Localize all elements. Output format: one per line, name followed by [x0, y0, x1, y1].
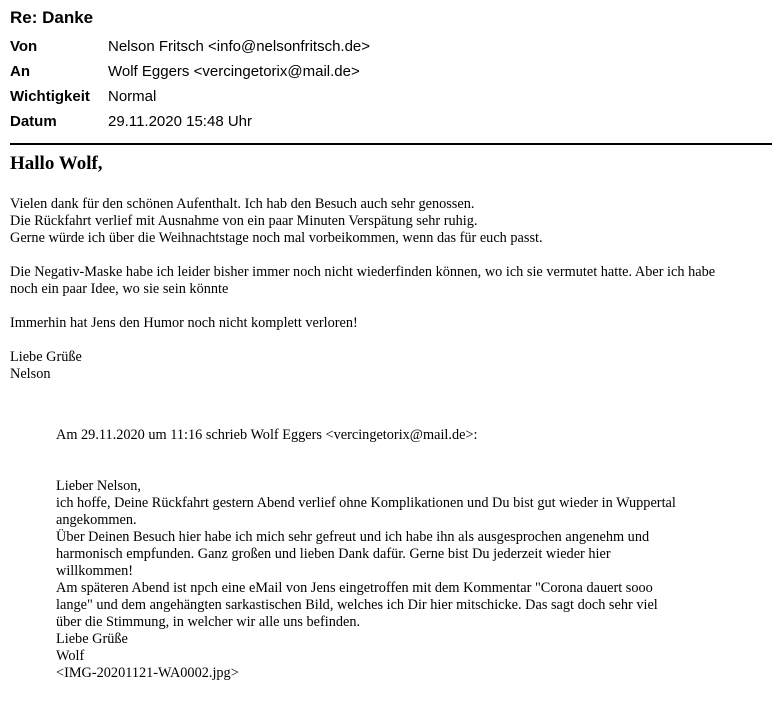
- meta-row-date: [10, 113, 370, 138]
- quoted-message: [56, 427, 716, 682]
- meta-value-priority: Normal: [108, 88, 157, 105]
- meta-label-from: Von: [10, 38, 38, 55]
- quote-body: [56, 478, 716, 682]
- email-meta-table: [10, 38, 370, 138]
- quote-attribution: Am 29.11.2020 um 11:16 schrieb Wolf Eggers <vercingetorix@mail.de>:: [56, 427, 478, 443]
- closing-line: Liebe Grüße: [10, 349, 82, 365]
- meta-row-priority: [10, 88, 370, 113]
- closing-signature: Nelson: [10, 366, 51, 382]
- quote-line: ich hoffe, Deine Rückfahrt gestern Abend verlief ohne Komplikationen und Du bist gut wieder in Wuppertal: [56, 495, 676, 511]
- message-paragraph-2: [10, 264, 775, 298]
- quote-line: harmonisch empfunden. Ganz großen und lieben Dank dafür. Gerne bist Du jederzeit wieder hier: [56, 546, 611, 562]
- quote-line: über die Stimmung, in welcher wir alle uns befinden.: [56, 614, 361, 630]
- message-line: Gerne würde ich über die Weihnachtstage noch mal vorbeikommen, wenn das für euch passt.: [10, 230, 543, 246]
- message-line: Die Negativ-Maske habe ich leider bisher immer noch nicht wiederfinden können, wo ich sie vermutet hatte. Aber ich habe: [10, 264, 716, 280]
- quote-line: Über Deinen Besuch hier habe ich mich sehr gefreut und ich habe ihn als ausgesprochen angenehm und: [56, 529, 650, 545]
- message-line: noch ein paar Idee, wo sie sein könnte: [10, 281, 229, 297]
- quote-line: willkommen!: [56, 563, 134, 579]
- message-body: [10, 150, 775, 400]
- meta-value-to[interactable]: Wolf Eggers <vercingetorix@mail.de>: [108, 63, 360, 80]
- message-paragraph-3: [10, 315, 775, 332]
- quote-line: Lieber Nelson,: [56, 478, 141, 494]
- message-line: Die Rückfahrt verlief mit Ausnahme von ein paar Minuten Verspätung sehr ruhig.: [10, 213, 478, 229]
- meta-label-date: Datum: [10, 113, 57, 130]
- meta-value-date: 29.11.2020 15:48 Uhr: [108, 113, 253, 130]
- quote-line: angekommen.: [56, 512, 137, 528]
- meta-label-to: An: [10, 63, 30, 80]
- meta-row-from: [10, 38, 370, 63]
- meta-row-to: [10, 63, 370, 88]
- quote-line: Liebe Grüße: [56, 631, 128, 647]
- quote-line: Wolf: [56, 648, 85, 664]
- message-greeting: Hallo Wolf,: [10, 153, 103, 174]
- meta-value-from[interactable]: Nelson Fritsch <info@nelsonfritsch.de>: [108, 38, 371, 55]
- email-subject: Re: Danke: [10, 8, 94, 27]
- quote-line: Am späteren Abend ist npch eine eMail von Jens eingetroffen mit dem Kommentar "Corona dauert sooo: [56, 580, 653, 596]
- message-line: Vielen dank für den schönen Aufenthalt. Ich hab den Besuch auch sehr genossen.: [10, 196, 475, 212]
- meta-label-priority: Wichtigkeit: [10, 88, 90, 105]
- attachment-link[interactable]: <IMG-20201121-WA0002.jpg>: [56, 665, 239, 681]
- message-paragraph-1: [10, 196, 775, 247]
- quote-line: lange" und dem angehängten sarkastischen Bild, welches ich Dir hier mitschicke. Das sagt doch sehr viel: [56, 597, 658, 613]
- message-line: Immerhin hat Jens den Humor noch nicht komplett verloren!: [10, 315, 358, 331]
- header-divider: [10, 143, 772, 145]
- message-closing: [10, 349, 775, 383]
